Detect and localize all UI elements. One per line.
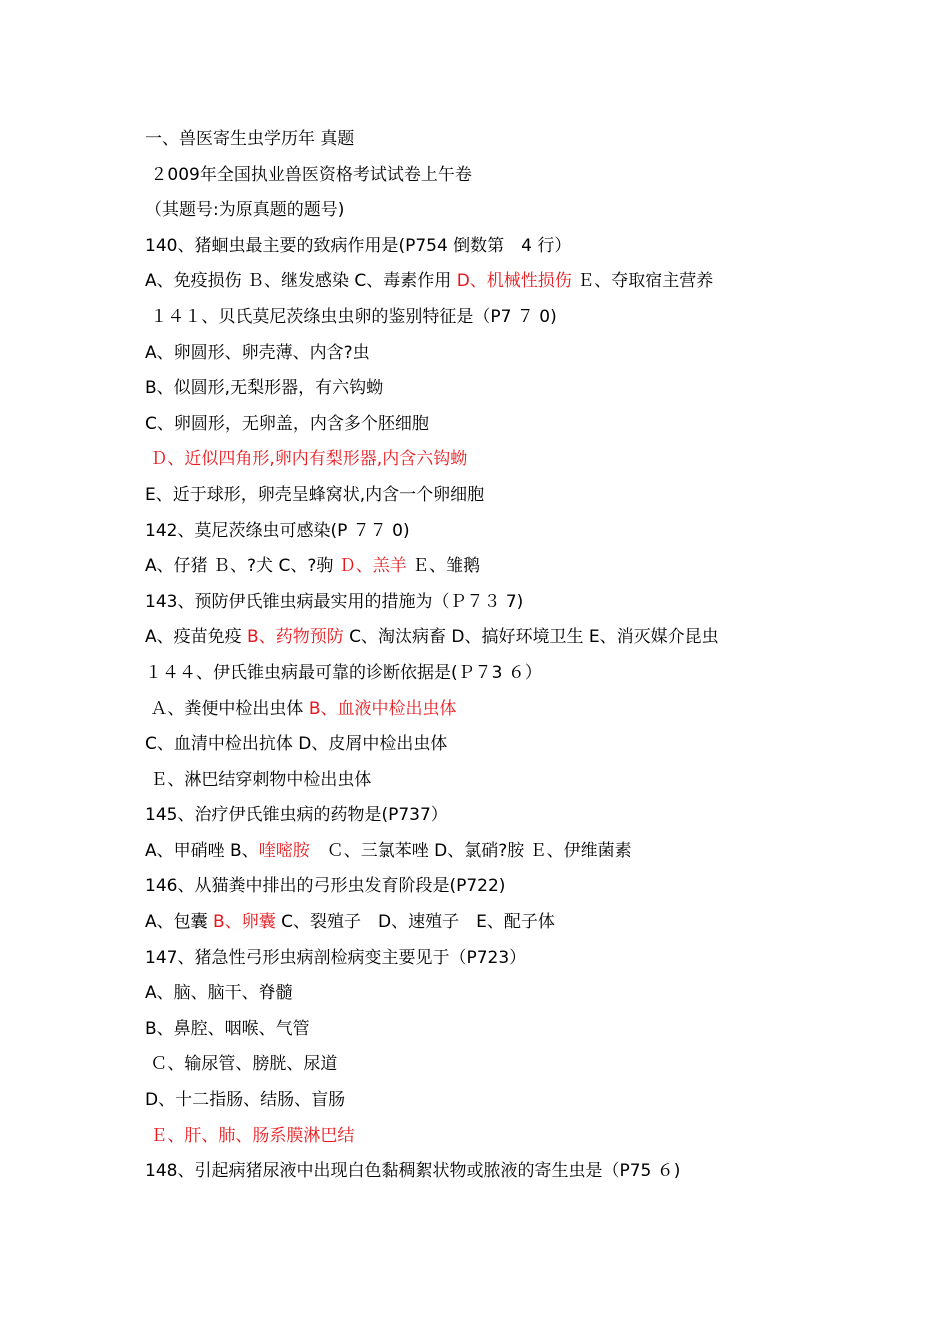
text-line bbox=[145, 1119, 905, 1155]
text-line bbox=[145, 905, 905, 941]
text-segment: １４１、贝氏莫尼茨绦虫虫卵的鉴别特征是（P7 ７ 0) bbox=[145, 306, 557, 327]
text-line bbox=[145, 798, 905, 834]
text-segment: Ｃ、三氯苯唑 D、氯硝?胺 Ｅ、伊维菌素 bbox=[309, 840, 632, 861]
answer-highlight: B、药物预防 bbox=[247, 627, 344, 648]
answer-highlight: Ｄ、近似四角形,卵内有梨形器,内含六钩蚴 bbox=[145, 449, 468, 470]
text-line bbox=[145, 976, 905, 1012]
answer-highlight: D、机械性损伤 bbox=[456, 271, 572, 292]
document-body bbox=[145, 122, 905, 1190]
text-line bbox=[145, 514, 905, 550]
text-line bbox=[145, 549, 905, 585]
text-line bbox=[145, 407, 905, 443]
text-segment: A、卵圆形、卵壳薄、内含?虫 bbox=[145, 342, 370, 363]
text-line bbox=[145, 300, 905, 336]
text-line bbox=[145, 941, 905, 977]
text-line bbox=[145, 336, 905, 372]
text-segment: 142、莫尼茨绦虫可感染(P ７７ 0) bbox=[145, 520, 410, 541]
text-line bbox=[145, 264, 905, 300]
text-line bbox=[145, 1047, 905, 1083]
text-segment: １４４、伊氏锥虫病最可靠的诊断依据是(Ｐ７3 ６） bbox=[145, 662, 542, 683]
text-segment: （其题号:为原真题的题号) bbox=[145, 200, 345, 221]
answer-highlight: Ｅ、肝、肺、肠系膜淋巴结 bbox=[145, 1125, 355, 1146]
text-segment: 145、治疗伊氏锥虫病的药物是(P737） bbox=[145, 805, 448, 826]
text-line bbox=[145, 371, 905, 407]
text-line bbox=[145, 229, 905, 265]
answer-highlight: 喹嘧胺 bbox=[258, 840, 310, 861]
text-segment: A、甲硝唑 B、 bbox=[145, 840, 259, 861]
text-segment: 143、预防伊氏锥虫病最实用的措施为（Ｐ７３ 7) bbox=[145, 591, 524, 612]
text-segment: A、免疫损伤 Ｂ、继发感染 C、毒素作用 bbox=[145, 271, 457, 292]
text-segment: Ｃ、输尿管、膀胱、尿道 bbox=[145, 1054, 338, 1075]
text-segment: Ｅ、夺取宿主营养 bbox=[571, 271, 714, 292]
text-segment: D、十二指肠、结肠、盲肠 bbox=[145, 1090, 346, 1111]
text-segment: B、似圆形,无梨形器，有六钩蚴 bbox=[145, 378, 384, 399]
text-line bbox=[145, 763, 905, 799]
text-segment: A、包囊 bbox=[145, 912, 214, 933]
text-line bbox=[145, 478, 905, 514]
text-segment: 146、从猫粪中排出的弓形虫发育阶段是(P722) bbox=[145, 876, 506, 897]
text-segment: C、血清中检出抗体 D、皮屑中检出虫体 bbox=[145, 734, 448, 755]
text-line bbox=[145, 1012, 905, 1048]
text-segment: Ｅ、雏鹅 bbox=[406, 556, 481, 577]
text-segment: 一、兽医寄生虫学历年 真题 bbox=[145, 129, 355, 149]
text-segment: A、疫苗免疫 bbox=[145, 627, 248, 648]
text-segment: 147、猪急性弓形虫病剖检病变主要见于（P723） bbox=[145, 947, 527, 968]
answer-highlight: Ｄ、羔羊 bbox=[338, 556, 407, 577]
text-line bbox=[145, 656, 905, 692]
text-line bbox=[145, 442, 905, 478]
text-line bbox=[145, 727, 905, 763]
text-segment: A、仔猪 Ｂ、?犬 C、?驹 bbox=[145, 556, 339, 577]
text-segment: C、卵圆形，无卵盖，内含多个胚细胞 bbox=[145, 413, 429, 434]
text-line bbox=[145, 1083, 905, 1119]
text-line bbox=[145, 158, 905, 194]
text-line bbox=[145, 122, 905, 158]
text-segment: C、裂殖子 D、速殖子 E、配子体 bbox=[275, 912, 555, 933]
text-line bbox=[145, 1154, 905, 1190]
text-segment: ２009年全国执业兽医资格考试试卷上午卷 bbox=[145, 164, 472, 185]
text-line bbox=[145, 834, 905, 870]
text-line bbox=[145, 869, 905, 905]
text-segment: 148、引起病猪尿液中出现白色黏稠絮状物或脓液的寄生虫是（P75 ６) bbox=[145, 1161, 681, 1182]
text-segment: Ｅ、淋巴结穿刺物中检出虫体 bbox=[145, 769, 372, 790]
text-line bbox=[145, 620, 905, 656]
text-line bbox=[145, 193, 905, 229]
text-line bbox=[145, 585, 905, 621]
text-line bbox=[145, 692, 905, 728]
text-segment: C、淘汰病畜 D、搞好环境卫生 E、消灭媒介昆虫 bbox=[343, 627, 719, 648]
text-segment: B、鼻腔、咽喉、气管 bbox=[145, 1018, 310, 1039]
answer-highlight: B、卵囊 bbox=[213, 912, 276, 933]
text-segment: Ａ、粪便中检出虫体 bbox=[145, 698, 309, 719]
answer-highlight: B、血液中检出虫体 bbox=[308, 698, 457, 719]
text-segment: 140、猪蛔虫最主要的致病作用是(P754 倒数第 4 行） bbox=[145, 235, 572, 256]
text-segment: E、近于球形，卵壳呈蜂窝状,内含一个卵细胞 bbox=[145, 484, 485, 505]
text-segment: A、脑、脑干、脊髓 bbox=[145, 983, 293, 1004]
